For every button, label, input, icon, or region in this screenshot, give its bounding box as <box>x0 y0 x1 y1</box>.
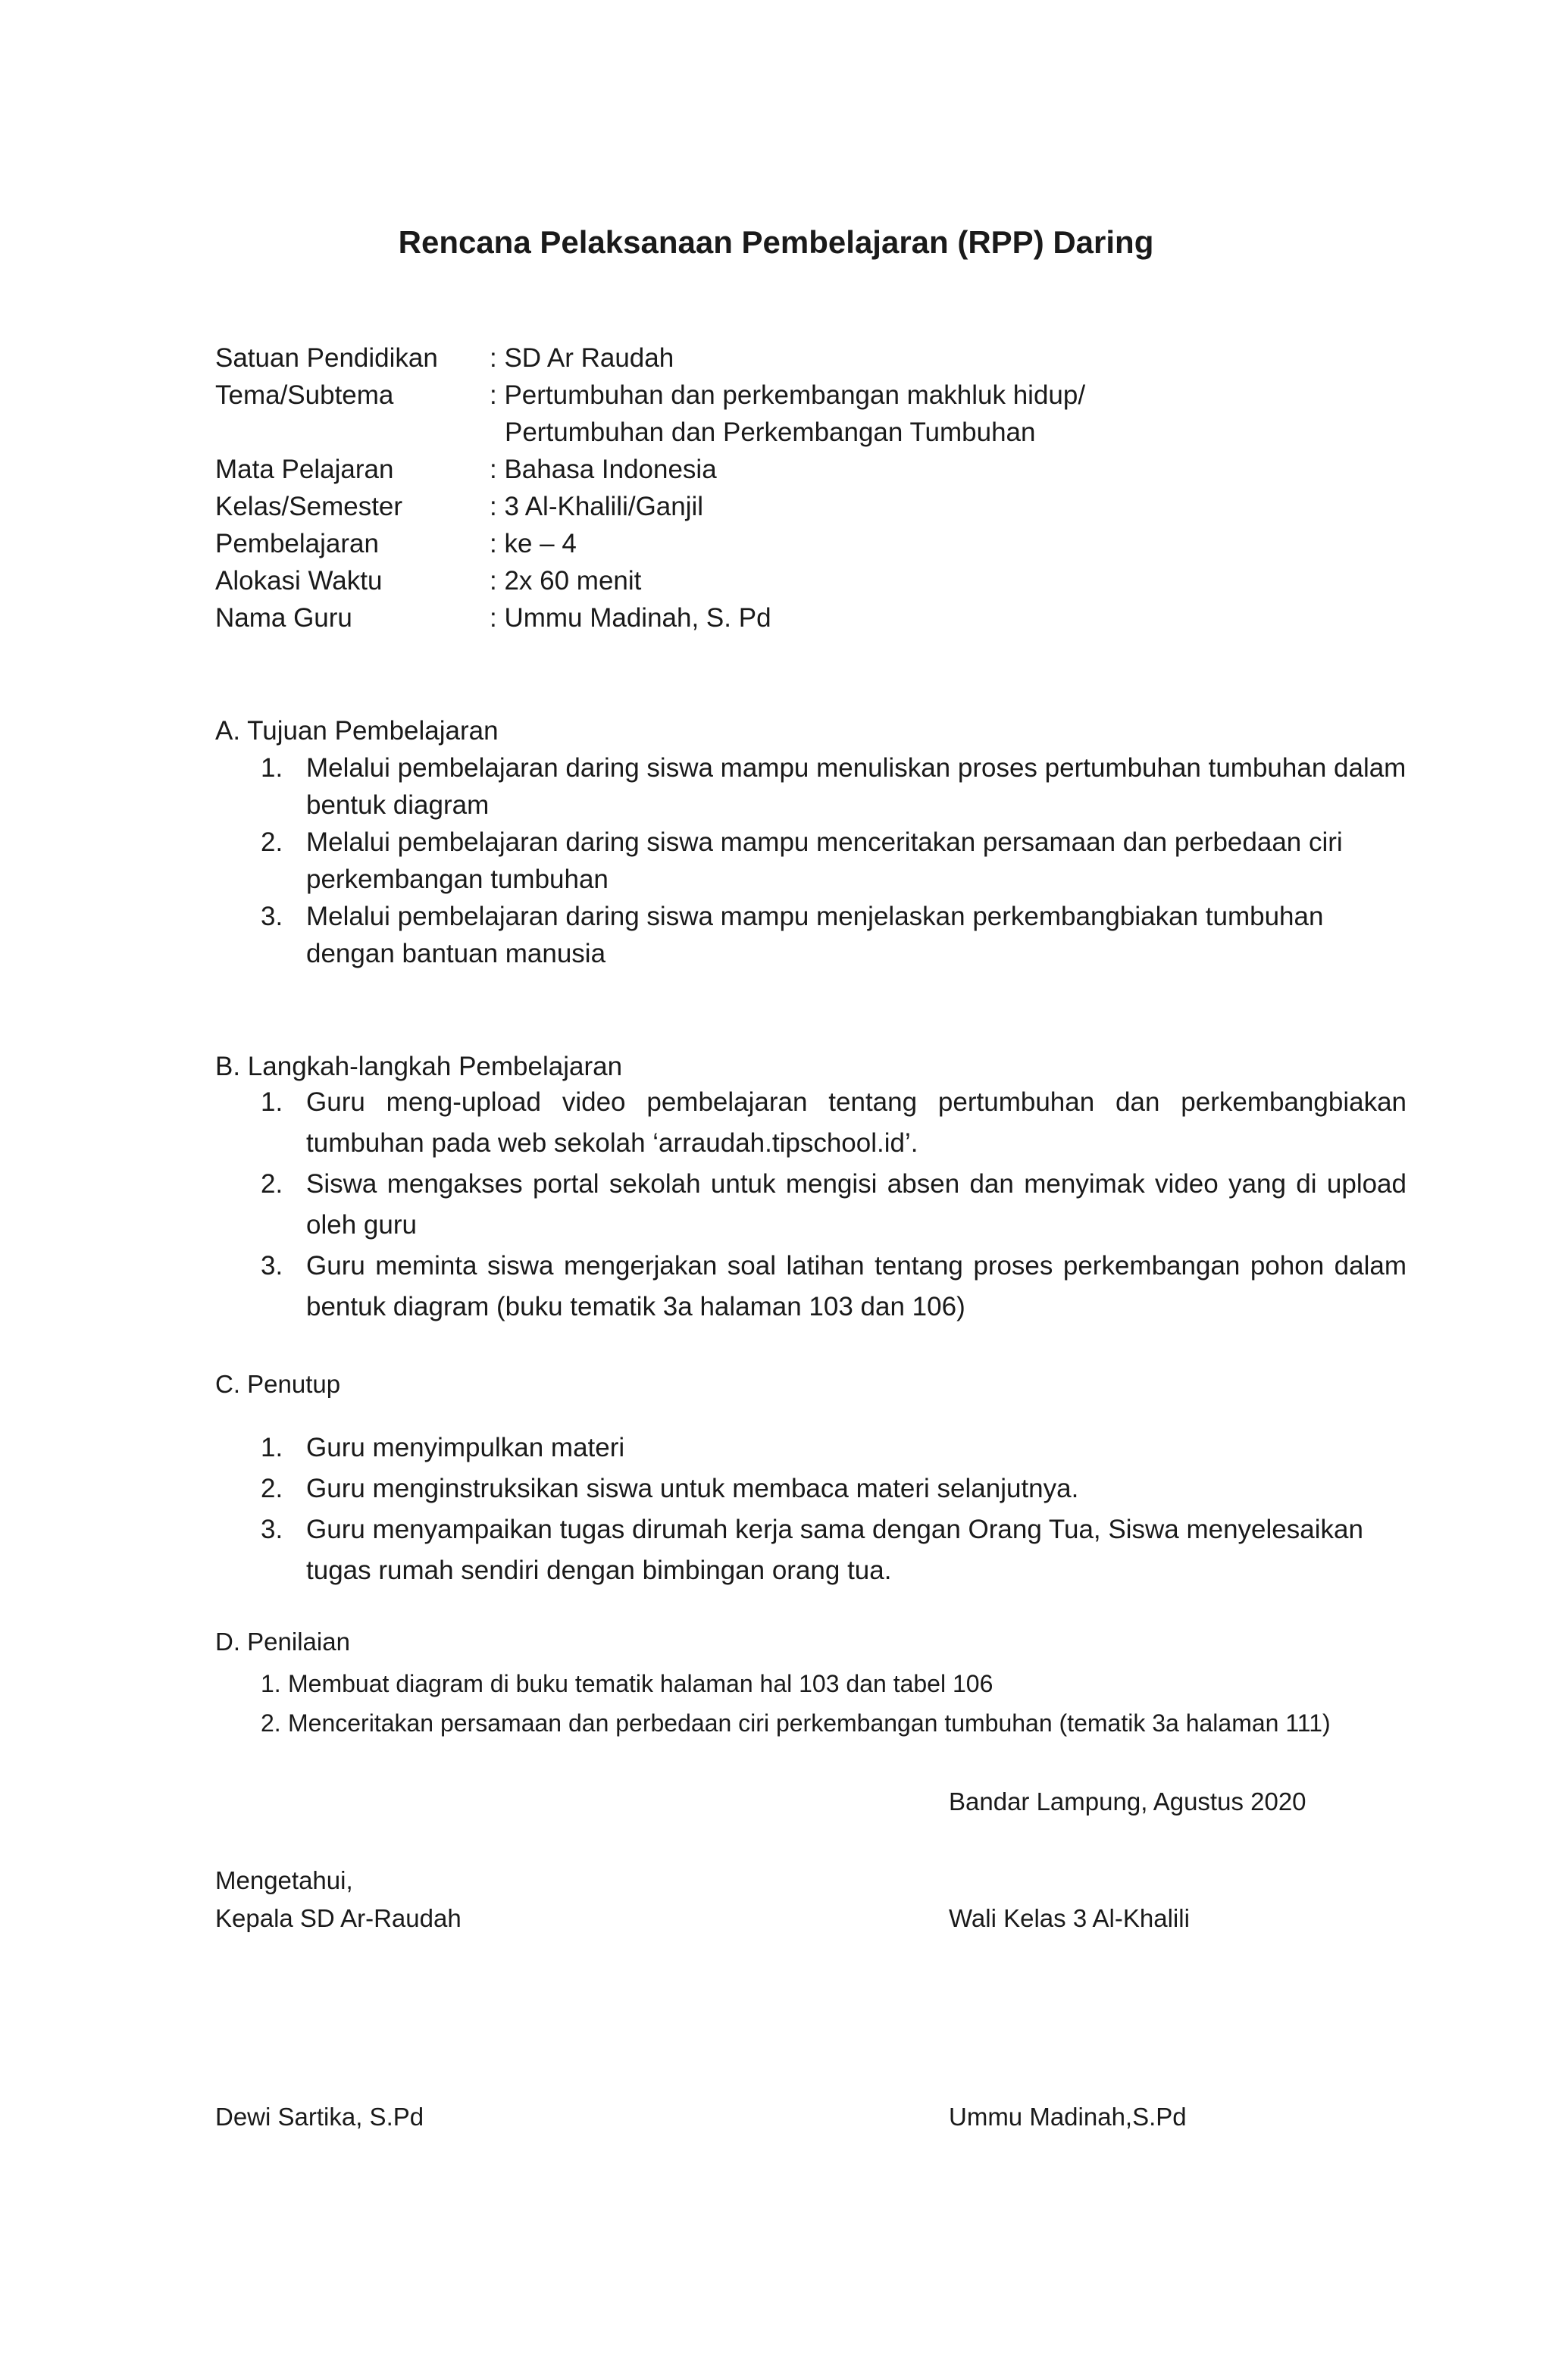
info-label: Satuan Pendidikan <box>215 343 438 373</box>
section-b-list <box>261 1082 1406 1328</box>
list-item <box>261 1468 1406 1509</box>
document-title: Rencana Pelaksanaan Pembelajaran (RPP) Daring <box>398 224 1154 260</box>
list-item <box>261 1664 1406 1703</box>
list-number: 3. <box>261 1251 283 1281</box>
section-d-list <box>261 1664 1406 1743</box>
list-item <box>261 1246 1406 1328</box>
info-label: Pembelajaran <box>215 529 379 558</box>
acknowledged-label: Mengetahui, <box>215 1866 353 1894</box>
list-text: Guru meminta siswa mengerjakan soal latihan tentang proses perkembangan pohon dalam bentuk diagram (buku tematik 3a halaman 103 dan 106) <box>306 1251 1406 1321</box>
section-d-heading: D. Penilaian <box>215 1628 350 1656</box>
list-number: 3. <box>261 1515 283 1544</box>
info-value: : 2x 60 menit <box>490 566 642 596</box>
info-label: Alokasi Waktu <box>215 566 383 596</box>
list-item <box>261 749 1406 824</box>
info-value: : Ummu Madinah, S. Pd <box>490 603 771 633</box>
section-a-list <box>261 749 1406 972</box>
list-text: Guru menyampaikan tugas dirumah kerja sama dengan Orang Tua, Siswa menyelesaikan tugas rumah sendiri dengan bimbingan orang tua. <box>306 1515 1363 1585</box>
list-number: 2. <box>261 1709 281 1737</box>
list-item <box>261 1509 1406 1591</box>
section-c-heading: C. Penutup <box>215 1370 341 1398</box>
section-c-list <box>261 1428 1406 1591</box>
list-text: Menceritakan persamaan dan perbedaan ciri perkembangan tumbuhan (tematik 3a halaman 111) <box>288 1709 1331 1737</box>
info-label: Nama Guru <box>215 603 352 633</box>
list-item <box>261 1703 1406 1743</box>
left-signatory-name: Dewi Sartika, S.Pd <box>215 2103 424 2131</box>
list-text: Melalui pembelajaran daring siswa mampu menjelaskan perkembangbiakan tumbuhan dengan bantuan manusia <box>306 902 1324 968</box>
info-value: : 3 Al-Khalili/Ganjil <box>490 492 704 521</box>
list-item <box>261 898 1406 972</box>
list-number: 2. <box>261 1169 283 1199</box>
list-text: Guru menginstruksikan siswa untuk membaca materi selanjutnya. <box>306 1474 1079 1503</box>
section-b-heading: B. Langkah-langkah Pembelajaran <box>215 1052 623 1081</box>
right-signatory-name: Ummu Madinah,S.Pd <box>949 2103 1187 2131</box>
list-number: 1. <box>261 1433 283 1462</box>
info-label: Kelas/Semester <box>215 492 403 521</box>
list-number: 1. <box>261 753 283 783</box>
list-item <box>261 1164 1406 1246</box>
info-label: Tema/Subtema <box>215 380 394 410</box>
right-signatory-role: Wali Kelas 3 Al-Khalili <box>949 1904 1190 1932</box>
list-text: Guru meng-upload video pembelajaran tentang pertumbuhan dan perkembangbiakan tumbuhan pada web sekolah ‘arraudah.tipschool.id’. <box>306 1087 1406 1158</box>
info-value: : SD Ar Raudah <box>490 343 674 373</box>
list-text: Guru menyimpulkan materi <box>306 1433 625 1462</box>
info-value: : ke – 4 <box>490 529 577 558</box>
section-a-heading: A. Tujuan Pembelajaran <box>215 716 499 746</box>
place-date: Bandar Lampung, Agustus 2020 <box>949 1787 1306 1815</box>
list-number: 2. <box>261 827 283 857</box>
list-text: Membuat diagram di buku tematik halaman hal 103 dan tabel 106 <box>288 1670 993 1697</box>
list-text: Siswa mengakses portal sekolah untuk mengisi absen dan menyimak video yang di upload oleh guru <box>306 1169 1406 1240</box>
info-label: Mata Pelajaran <box>215 455 394 484</box>
list-item <box>261 1428 1406 1468</box>
list-number: 1. <box>261 1670 281 1697</box>
info-value: : Bahasa Indonesia <box>490 455 717 484</box>
list-text: Melalui pembelajaran daring siswa mampu menceritakan persamaan dan perbedaan ciri perkembangan tumbuhan <box>306 827 1343 894</box>
list-number: 1. <box>261 1087 283 1117</box>
list-number: 3. <box>261 902 283 931</box>
list-item <box>261 824 1406 898</box>
list-item <box>261 1082 1406 1164</box>
info-value: Pertumbuhan dan Perkembangan Tumbuhan <box>505 418 1036 447</box>
left-signatory-role: Kepala SD Ar-Raudah <box>215 1904 462 1932</box>
list-number: 2. <box>261 1474 283 1503</box>
info-value: : Pertumbuhan dan perkembangan makhluk hidup/ <box>490 380 1086 410</box>
list-text: Melalui pembelajaran daring siswa mampu menuliskan proses pertumbuhan tumbuhan dalam bentuk diagram <box>306 753 1406 820</box>
